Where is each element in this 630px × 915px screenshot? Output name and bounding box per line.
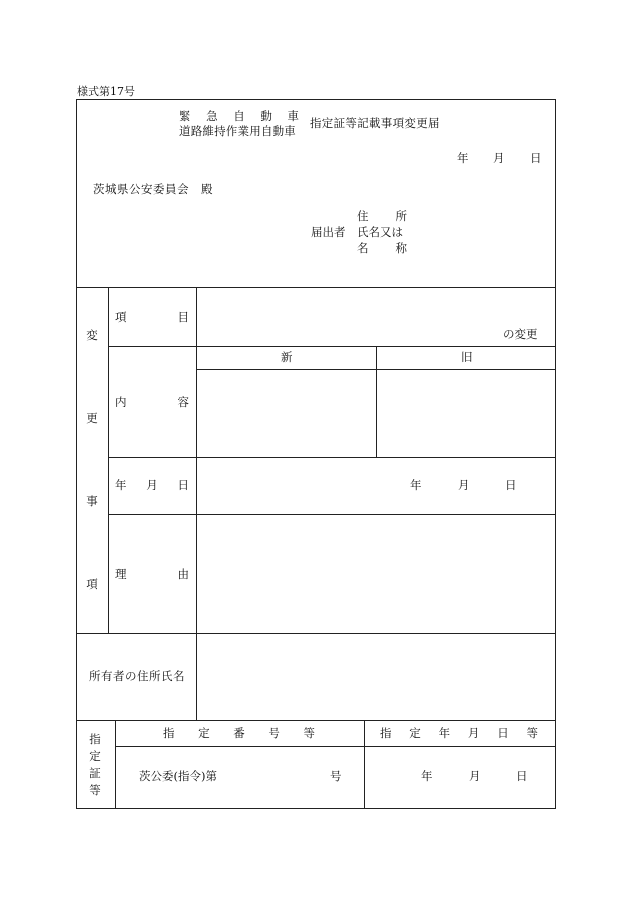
item-change-suffix: の変更: [503, 327, 538, 341]
addressee: 茨城県公安委員会 殿: [93, 182, 213, 196]
content-label: [115, 397, 189, 409]
change-side-char: 更: [86, 411, 98, 425]
new-old-divider: [376, 346, 377, 457]
title-char: 動: [260, 109, 272, 123]
designation-side-divider: [115, 720, 116, 808]
designation-side-char: 定: [89, 749, 101, 763]
change-label-divider: [196, 287, 197, 720]
item-label-char: 項: [115, 310, 127, 324]
title-line-emergency-vehicle: [179, 111, 299, 123]
owner-address-name-label: 所有者の住所氏名: [89, 669, 185, 683]
date-header-char: 等: [526, 726, 538, 740]
designation-side-char: 等: [89, 783, 101, 797]
date-row-bottom: [108, 514, 556, 515]
date-label-char: 年: [115, 478, 127, 492]
change-date-label: [115, 480, 189, 492]
change-date-year: 年: [410, 478, 422, 492]
title-char: 急: [206, 109, 218, 123]
number-header-char: 号: [268, 726, 280, 740]
title-suffix: 指定証等記載事項変更届: [310, 116, 440, 130]
item-label: [115, 312, 189, 324]
change-section-bottom: [76, 633, 556, 634]
change-side-char: 事: [86, 494, 98, 508]
designation-side-char: 証: [89, 766, 101, 780]
date-header-char: 定: [409, 726, 421, 740]
designation-number-suffix: 号: [330, 769, 342, 783]
title-char: 車: [287, 109, 299, 123]
date-header-char: 日: [497, 726, 509, 740]
designation-date-year: 年: [421, 769, 433, 783]
change-side-divider: [108, 287, 109, 633]
submission-date-year: 年: [457, 151, 469, 165]
old-column-header: 旧: [461, 350, 473, 364]
title-label-char: 名: [357, 241, 369, 255]
date-header-char: 年: [438, 726, 451, 740]
applicant-address-label: [357, 211, 407, 223]
reason-label: [115, 569, 189, 581]
designation-number-prefix: 茨公委(指令)第: [139, 769, 217, 783]
designation-date-month: 月: [469, 769, 481, 783]
title-label-char: 称: [395, 241, 407, 255]
reason-label-char: 理: [115, 567, 127, 581]
new-column-header: 新: [281, 350, 293, 364]
address-label-char: 住: [357, 209, 369, 223]
designation-number-header: [163, 728, 315, 740]
submission-date-day: 日: [530, 151, 542, 165]
owner-section-bottom: [76, 720, 556, 721]
frame-right: [555, 99, 556, 808]
content-label-char: 内: [115, 395, 127, 409]
applicant-title-label: [357, 243, 407, 255]
content-row-bottom: [108, 457, 556, 458]
title-line-road-maintenance: 道路維持作業用自動車: [179, 124, 296, 138]
change-date-month: 月: [458, 478, 470, 492]
form-number: 様式第17号: [77, 85, 135, 98]
designation-date-day: 日: [516, 769, 528, 783]
reason-label-char: 由: [177, 567, 189, 581]
applicant-name-label: 氏名又は: [357, 225, 403, 239]
number-header-char: 定: [198, 726, 210, 740]
frame-left: [76, 99, 77, 808]
title-char: 緊: [179, 109, 191, 123]
number-header-char: 等: [303, 726, 315, 740]
change-side-char: 項: [86, 577, 98, 591]
item-row-bottom: [108, 346, 556, 347]
change-side-char: 変: [86, 328, 98, 342]
date-label-char: 月: [146, 478, 158, 492]
designation-header-bottom: [115, 746, 556, 747]
number-header-char: 番: [233, 726, 245, 740]
date-header-char: 指: [380, 726, 392, 740]
designation-col-divider: [364, 720, 365, 808]
address-label-char: 所: [395, 209, 407, 223]
applicant-label: 届出者: [311, 225, 346, 239]
designation-date-header: [380, 728, 538, 740]
content-label-char: 容: [177, 395, 189, 409]
frame-top: [76, 99, 556, 100]
item-label-char: 目: [177, 310, 189, 324]
number-header-char: 指: [163, 726, 175, 740]
submission-date-month: 月: [493, 151, 505, 165]
designation-side-char: 指: [89, 732, 101, 746]
date-label-char: 日: [177, 478, 189, 492]
frame-bottom: [76, 808, 556, 809]
header-divider: [76, 287, 556, 288]
title-char: 自: [233, 109, 245, 123]
date-header-char: 月: [467, 726, 480, 740]
change-date-day: 日: [505, 478, 517, 492]
